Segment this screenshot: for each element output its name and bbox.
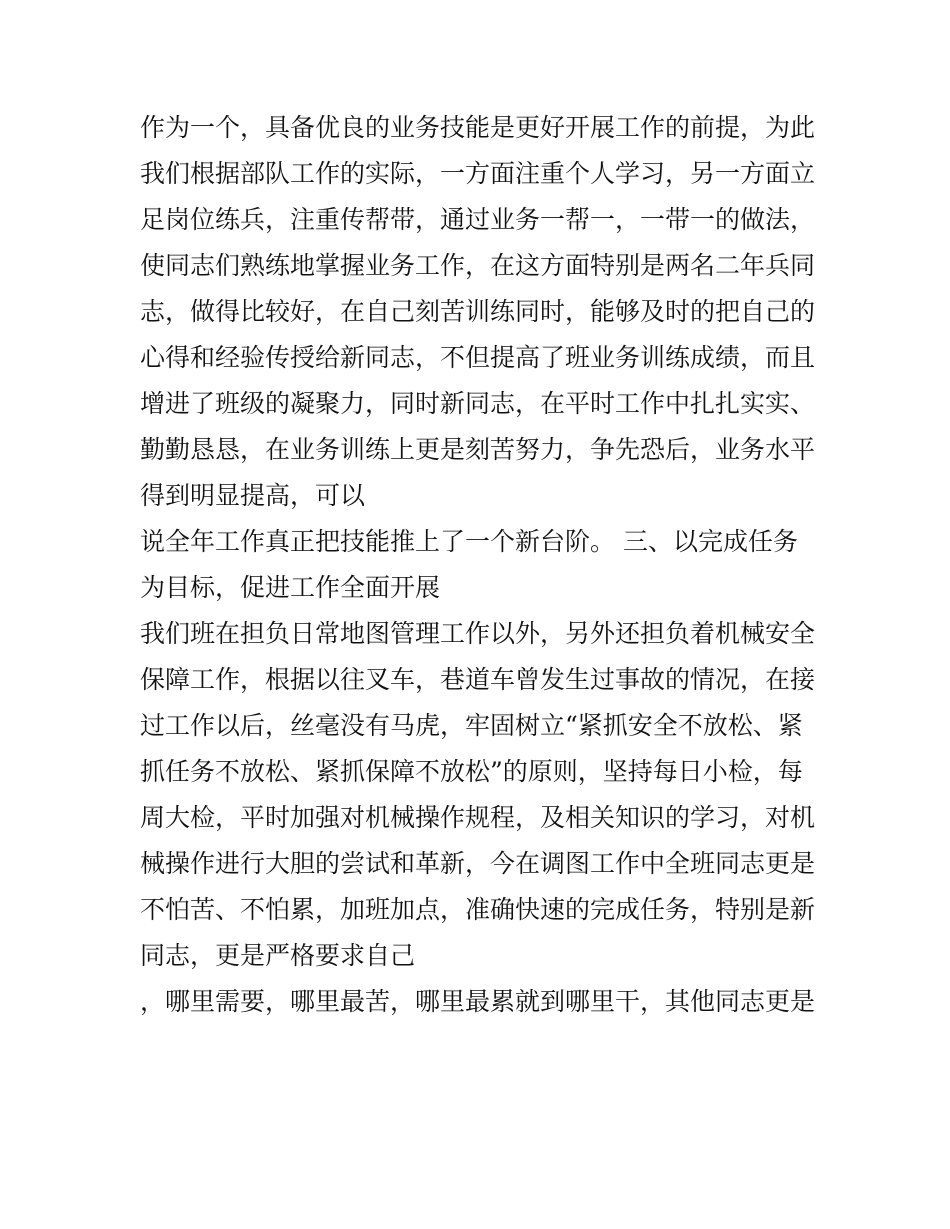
text-line: 足岗位练兵，注重传帮带，通过业务一帮一，一带一的做法， [140, 205, 816, 234]
text-line: 抓任务不放松、紧抓保障不放松”的原则，坚持每日小检，每 [140, 757, 803, 786]
text-line: 为目标，促进工作全面开展 [140, 573, 441, 602]
text-line: 说全年工作真正把技能推上了一个新台阶。 三、以完成任务 [140, 527, 798, 556]
text-line: 我们根据部队工作的实际，一方面注重个人学习，另一方面立 [140, 159, 816, 188]
text-line: 作为一个，具备优良的业务技能是更好开展工作的前提，为此 [140, 113, 816, 142]
text-line: 不怕苦、不怕累，加班加点，准确快速的完成任务，特别是新 [140, 895, 816, 924]
text-line: 志，做得比较好，在自己刻苦训练同时，能够及时的把自己的 [140, 297, 816, 326]
text-line: 保障工作，根据以往叉车，巷道车曾发生过事故的情况，在接 [140, 665, 816, 694]
text-line: ，哪里需要，哪里最苦，哪里最累就到哪里干，其他同志更是 [140, 987, 816, 1016]
text-line: 心得和经验传授给新同志，不但提高了班业务训练成绩，而且 [140, 343, 816, 372]
text-line: 过工作以后，丝毫没有马虎，牢固树立“紧抓安全不放松、紧 [140, 711, 803, 740]
text-line: 勤勤恳恳，在业务训练上更是刻苦努力，争先恐后，业务水平 [140, 435, 816, 464]
text-line: 械操作进行大胆的尝试和革新，今在调图工作中全班同志更是 [140, 849, 816, 878]
text-line: 同志，更是严格要求自己 [140, 941, 416, 970]
text-line: 增进了班级的凝聚力，同时新同志，在平时工作中扎扎实实、 [140, 389, 816, 418]
text-line: 我们班在担负日常地图管理工作以外，另外还担负着机械安全 [140, 619, 816, 648]
text-line: 使同志们熟练地掌握业务工作，在这方面特别是两名二年兵同 [140, 251, 816, 280]
text-line: 周大检，平时加强对机械操作规程，及相关知识的学习，对机 [140, 803, 816, 832]
text-line: 得到明显提高，可以 [140, 481, 366, 510]
